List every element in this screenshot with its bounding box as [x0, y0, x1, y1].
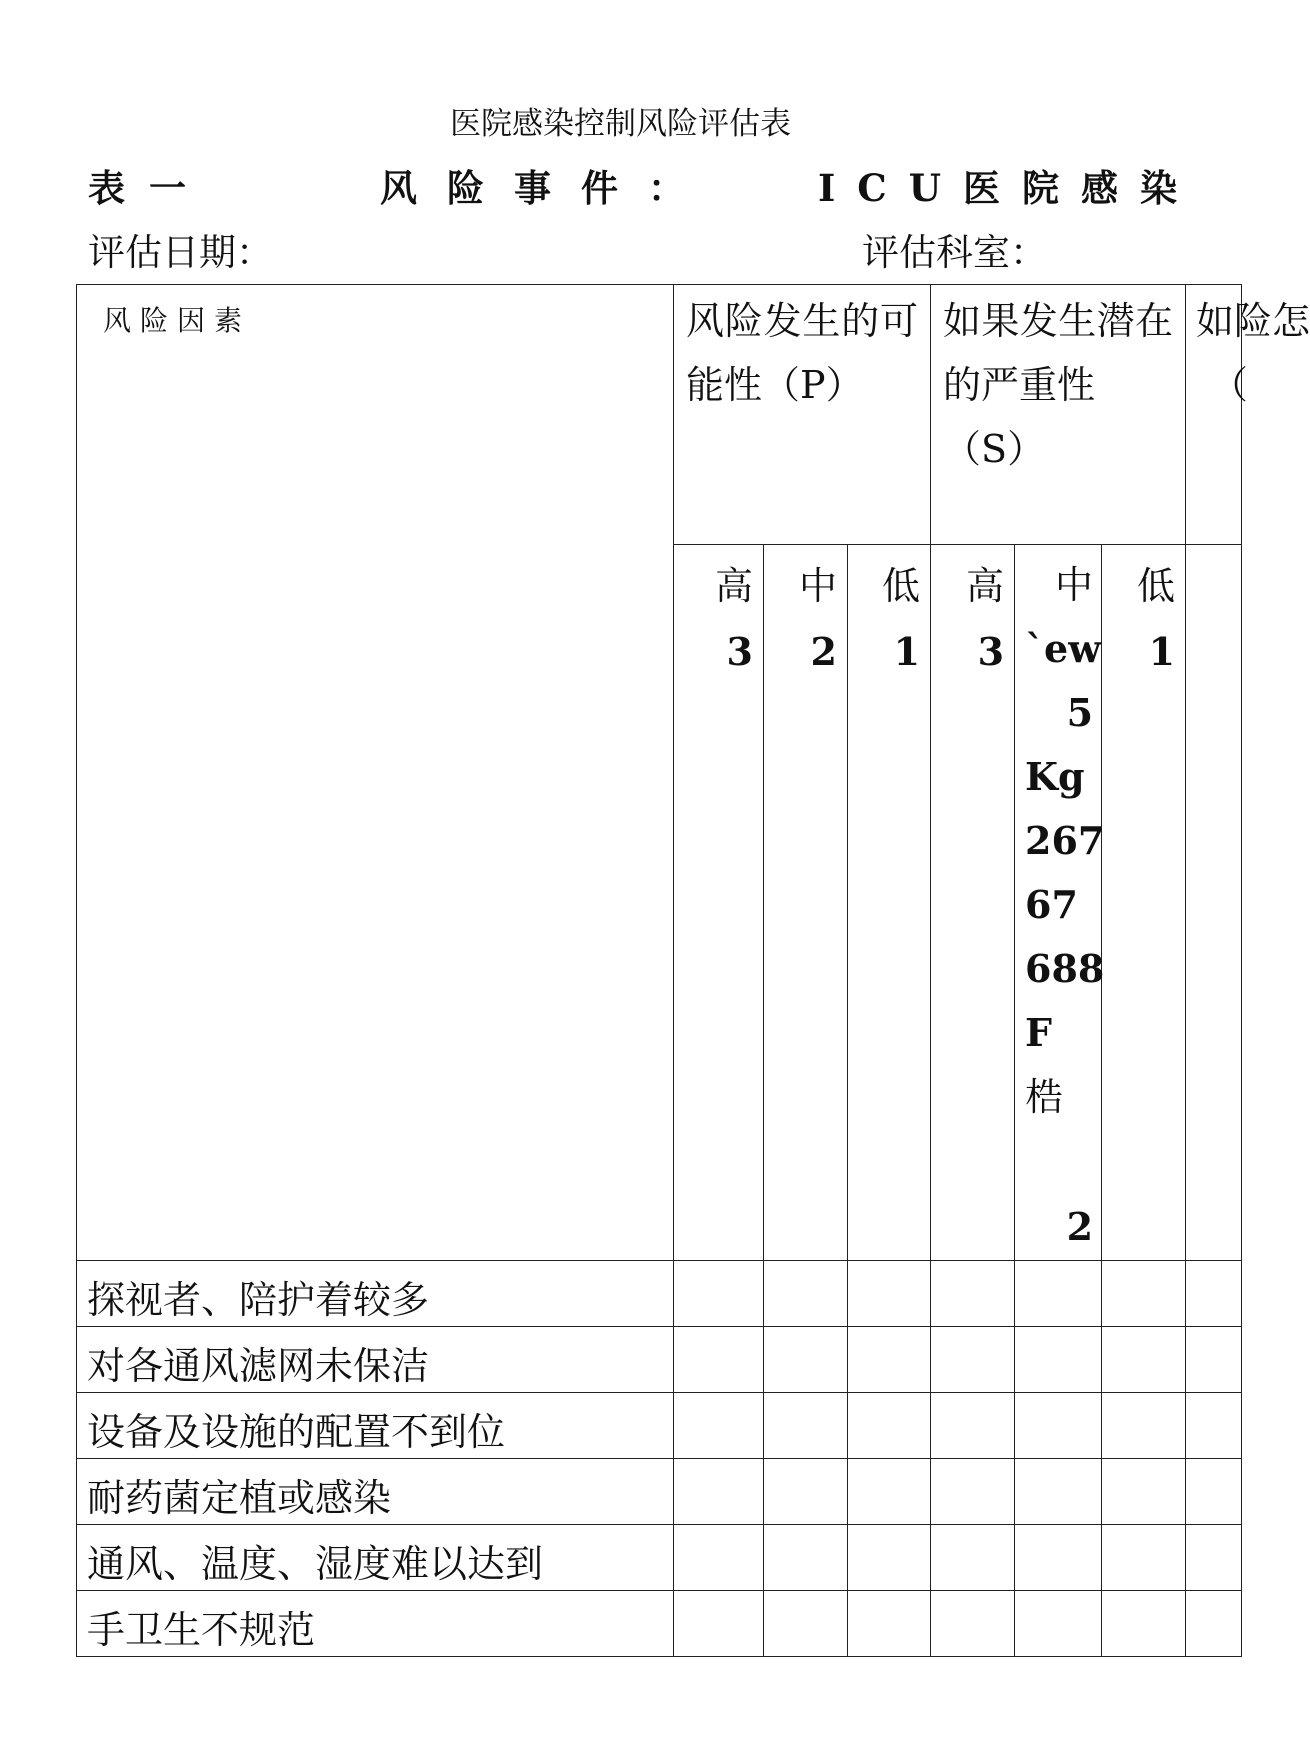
stray-text: 67 [1025, 882, 1078, 927]
level-label: 中 [1055, 563, 1094, 607]
level-low-s [1102, 545, 1186, 1261]
stray-text: 688 [1025, 946, 1105, 991]
stray-text: 267 [1025, 818, 1105, 863]
table-row [77, 1393, 1242, 1459]
document-title: 医院感染控制风险评估表 [450, 106, 791, 142]
probability-title: 风险发生的可能性（P） [686, 299, 919, 407]
table-row [77, 1591, 1242, 1657]
stray-text: 梏 [1025, 1075, 1064, 1119]
severity-title: 如果发生潜在的严重性 [943, 299, 1174, 407]
third-group-suffix: （ [1210, 363, 1249, 407]
risk-factor-cell: 通风、温度、湿度难以达到 [77, 1525, 674, 1591]
risk-factor-cell: 设备及设施的配置不到位 [77, 1393, 674, 1459]
assessment-dept-label: 评估科室： [862, 231, 1047, 274]
risk-assessment-table [76, 284, 1310, 1657]
table-row [77, 1459, 1242, 1525]
severity-group-header [931, 285, 1186, 545]
level-score: 1 [1148, 629, 1176, 674]
level-low-p [848, 545, 931, 1261]
stray-text: 5 [1066, 690, 1094, 735]
risk-factor-cell: 探视者、陪护着较多 [77, 1261, 674, 1327]
table-row [77, 1327, 1242, 1393]
risk-factor-header: 风险因素 [77, 285, 674, 1261]
probability-group-header [674, 285, 931, 545]
assessment-date-label: 评估日期： [88, 231, 273, 274]
level-label: 低 [1137, 564, 1176, 608]
level-mid-p [764, 545, 848, 1261]
risk-event-label: 风险事件： [380, 166, 715, 210]
level-label: 低 [882, 564, 921, 608]
risk-factor-cell: 手卫生不规范 [77, 1591, 674, 1657]
risk-event-value: ICU医院感染 [818, 166, 1200, 210]
third-group-title: 如险怎 [1196, 299, 1310, 343]
risk-factor-cell: 对各通风滤网未保洁 [77, 1327, 674, 1393]
stray-text: 2 [1066, 1204, 1094, 1249]
level-mid-s [1015, 545, 1105, 1261]
level-label: 高 [966, 564, 1005, 608]
table-row [77, 1261, 1242, 1327]
table-row [77, 1525, 1242, 1591]
level-score: 1 [893, 629, 921, 674]
level-score: 2 [810, 629, 837, 674]
level-score: 3 [726, 629, 753, 674]
level-score: 3 [977, 629, 1005, 674]
stray-text: `ew [1025, 626, 1101, 671]
level-label: 高 [714, 564, 753, 608]
table-label: 表一 [88, 166, 210, 210]
level-label: 中 [798, 564, 837, 608]
stray-text: F [1025, 1010, 1053, 1055]
level-high-p [674, 545, 764, 1261]
stray-text: Kg [1025, 754, 1085, 799]
risk-factor-cell: 耐药菌定植或感染 [77, 1459, 674, 1525]
third-group-header [1186, 285, 1310, 545]
level-cut-off [1186, 545, 1242, 1261]
severity-suffix: （S） [943, 427, 1046, 471]
level-high-s [931, 545, 1015, 1261]
